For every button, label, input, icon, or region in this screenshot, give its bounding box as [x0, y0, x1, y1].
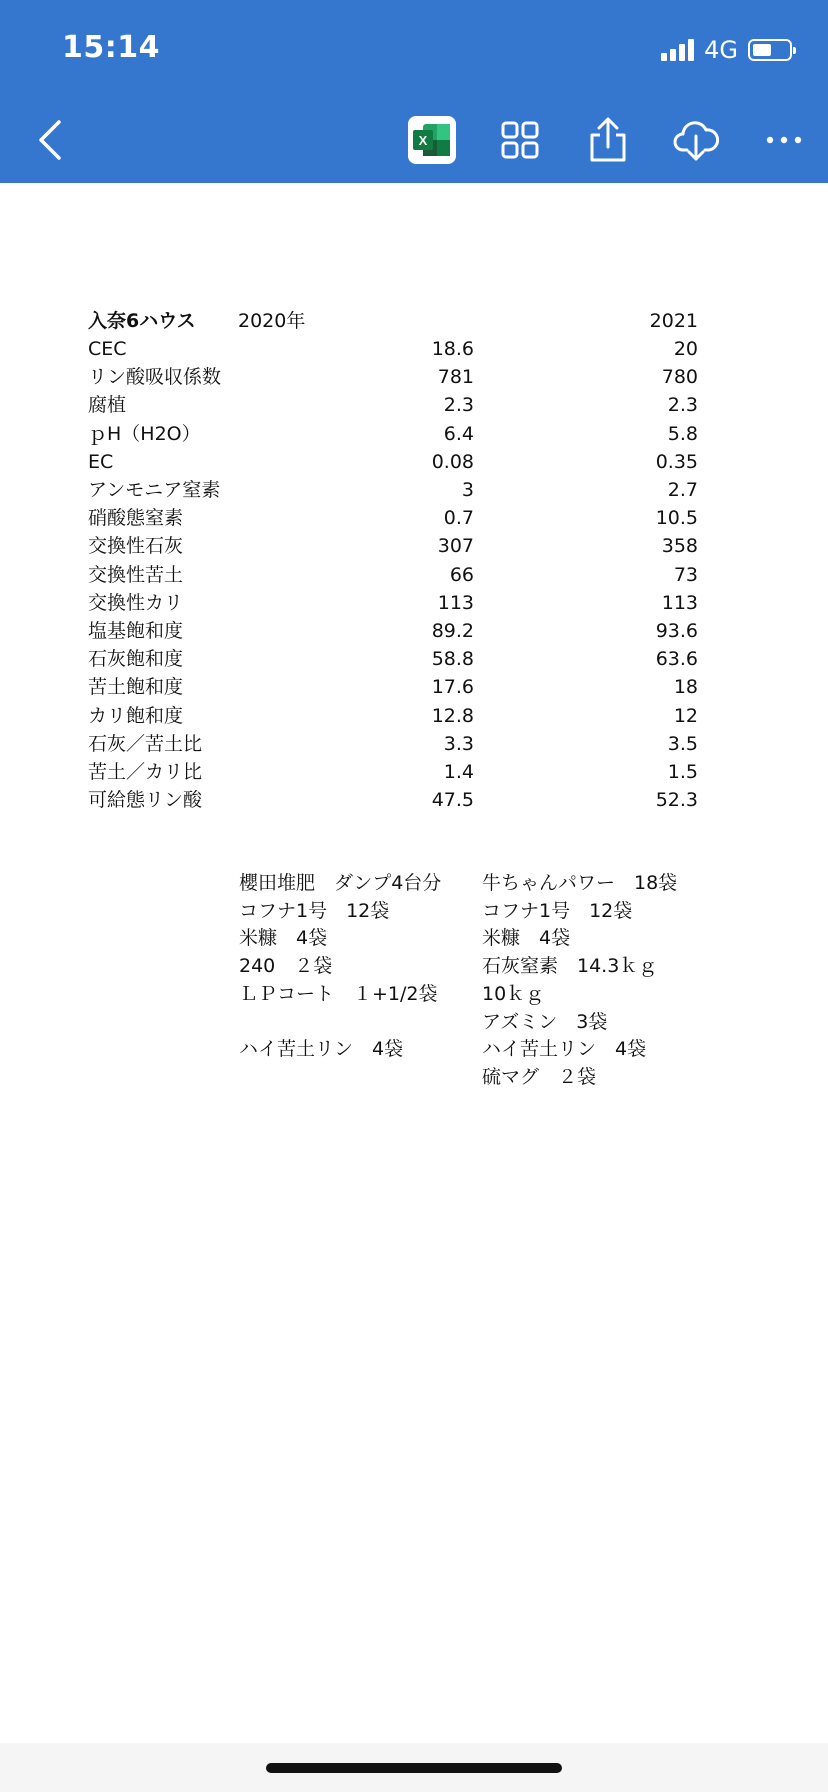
row-value-2020: 2.3	[443, 394, 474, 416]
note-2021-item: アズミン 3袋	[482, 1011, 608, 1033]
download-button[interactable]	[670, 114, 722, 166]
row-value-2021: 93.6	[655, 620, 698, 642]
note-2021-item: 硫マグ ２袋	[482, 1066, 597, 1088]
row-value-2020: 1.4	[443, 761, 474, 783]
row-value-2021: 2.3	[667, 394, 698, 416]
back-chevron-icon	[35, 118, 65, 162]
row-value-2021: 0.35	[655, 451, 698, 473]
row-value-2021: 2.7	[667, 479, 698, 501]
row-value-2021: 20	[673, 338, 698, 360]
share-icon	[588, 117, 628, 163]
row-label: 苦土／カリ比	[88, 761, 203, 783]
row-value-2021: 5.8	[667, 423, 698, 445]
row-label: 交換性カリ	[88, 592, 184, 614]
row-value-2021: 1.5	[667, 761, 698, 783]
note-2020-item: コフナ1号 12袋	[239, 900, 390, 922]
row-value-2021: 10.5	[655, 507, 698, 529]
more-icon	[764, 134, 804, 146]
network-type: 4G	[704, 36, 738, 64]
note-2020-item: ＬＰコート １+1/2袋	[239, 983, 438, 1005]
note-2021-item: 10ｋｇ	[482, 983, 545, 1005]
row-value-2020: 12.8	[431, 705, 474, 727]
row-value-2021: 358	[661, 535, 698, 557]
row-value-2020: 89.2	[431, 620, 474, 642]
note-2021-item: 米糠 4袋	[482, 927, 571, 949]
row-label: リン酸吸収係数	[88, 366, 222, 388]
note-2021-item: ハイ苦土リン 4袋	[482, 1038, 647, 1060]
row-value-2021: 73	[673, 564, 698, 586]
row-value-2020: 113	[437, 592, 474, 614]
row-value-2020: 6.4	[443, 423, 474, 445]
note-2021-item: コフナ1号 12袋	[482, 900, 633, 922]
header-year-2020: 2020年	[238, 310, 306, 332]
note-2021-item: 牛ちゃんパワー 18袋	[482, 872, 678, 894]
row-value-2020: 17.6	[431, 676, 474, 698]
row-value-2020: 66	[449, 564, 474, 586]
cellular-signal-icon	[661, 39, 694, 61]
row-value-2020: 3.3	[443, 733, 474, 755]
row-value-2020: 307	[437, 535, 474, 557]
row-value-2021: 52.3	[655, 789, 698, 811]
note-2020-item: 240 ２袋	[239, 955, 333, 977]
row-label: 交換性苦土	[88, 564, 184, 586]
row-label: 交換性石灰	[88, 535, 184, 557]
excel-icon	[413, 123, 451, 157]
row-label: 石灰／苦土比	[88, 733, 203, 755]
top-bar	[0, 0, 828, 183]
row-label: 塩基飽和度	[88, 620, 184, 642]
row-label: EC	[88, 451, 114, 473]
row-label: 苦土飽和度	[88, 676, 184, 698]
row-value-2021: 113	[661, 592, 698, 614]
row-value-2021: 780	[661, 366, 698, 388]
sheet-title: 入奈6ハウス	[88, 310, 196, 332]
row-label: 硝酸態窒素	[88, 507, 184, 529]
row-label: 可給態リン酸	[88, 789, 203, 811]
row-value-2020: 58.8	[431, 648, 474, 670]
grid-view-button[interactable]	[494, 114, 546, 166]
row-value-2021: 63.6	[655, 648, 698, 670]
row-label: ｐH（H2O）	[88, 423, 201, 445]
row-value-2020: 0.7	[443, 507, 474, 529]
row-value-2021: 18	[673, 676, 698, 698]
row-value-2020: 0.08	[431, 451, 474, 473]
more-options-button[interactable]	[758, 114, 810, 166]
header-year-2021: 2021	[649, 310, 698, 332]
row-value-2020: 781	[437, 366, 474, 388]
row-value-2021: 3.5	[667, 733, 698, 755]
download-icon	[673, 118, 719, 162]
row-value-2020: 18.6	[431, 338, 474, 360]
open-in-excel-button[interactable]	[408, 116, 456, 164]
back-button[interactable]	[24, 114, 76, 166]
row-label: カリ飽和度	[88, 705, 184, 727]
note-2021-item: 石灰窒素 14.3ｋｇ	[482, 955, 658, 977]
note-2020-item: ハイ苦土リン 4袋	[239, 1038, 404, 1060]
row-label: 石灰飽和度	[88, 648, 184, 670]
row-label: 腐植	[88, 394, 127, 416]
note-2020-item: 櫻田堆肥 ダンプ4台分	[239, 872, 442, 894]
row-label: CEC	[88, 338, 127, 360]
row-value-2020: 3	[461, 479, 474, 501]
home-indicator[interactable]	[266, 1763, 562, 1773]
spreadsheet-preview[interactable]	[0, 183, 828, 1743]
status-time: 15:14	[62, 30, 160, 65]
status-indicators	[661, 36, 792, 64]
share-button[interactable]	[582, 114, 634, 166]
battery-icon	[748, 39, 792, 61]
row-label: アンモニア窒素	[88, 479, 221, 501]
row-value-2020: 47.5	[431, 789, 474, 811]
note-2020-item: 米糠 4袋	[239, 927, 328, 949]
excel-letter: X	[418, 133, 428, 148]
row-value-2021: 12	[673, 705, 698, 727]
grid-view-icon	[500, 120, 540, 160]
